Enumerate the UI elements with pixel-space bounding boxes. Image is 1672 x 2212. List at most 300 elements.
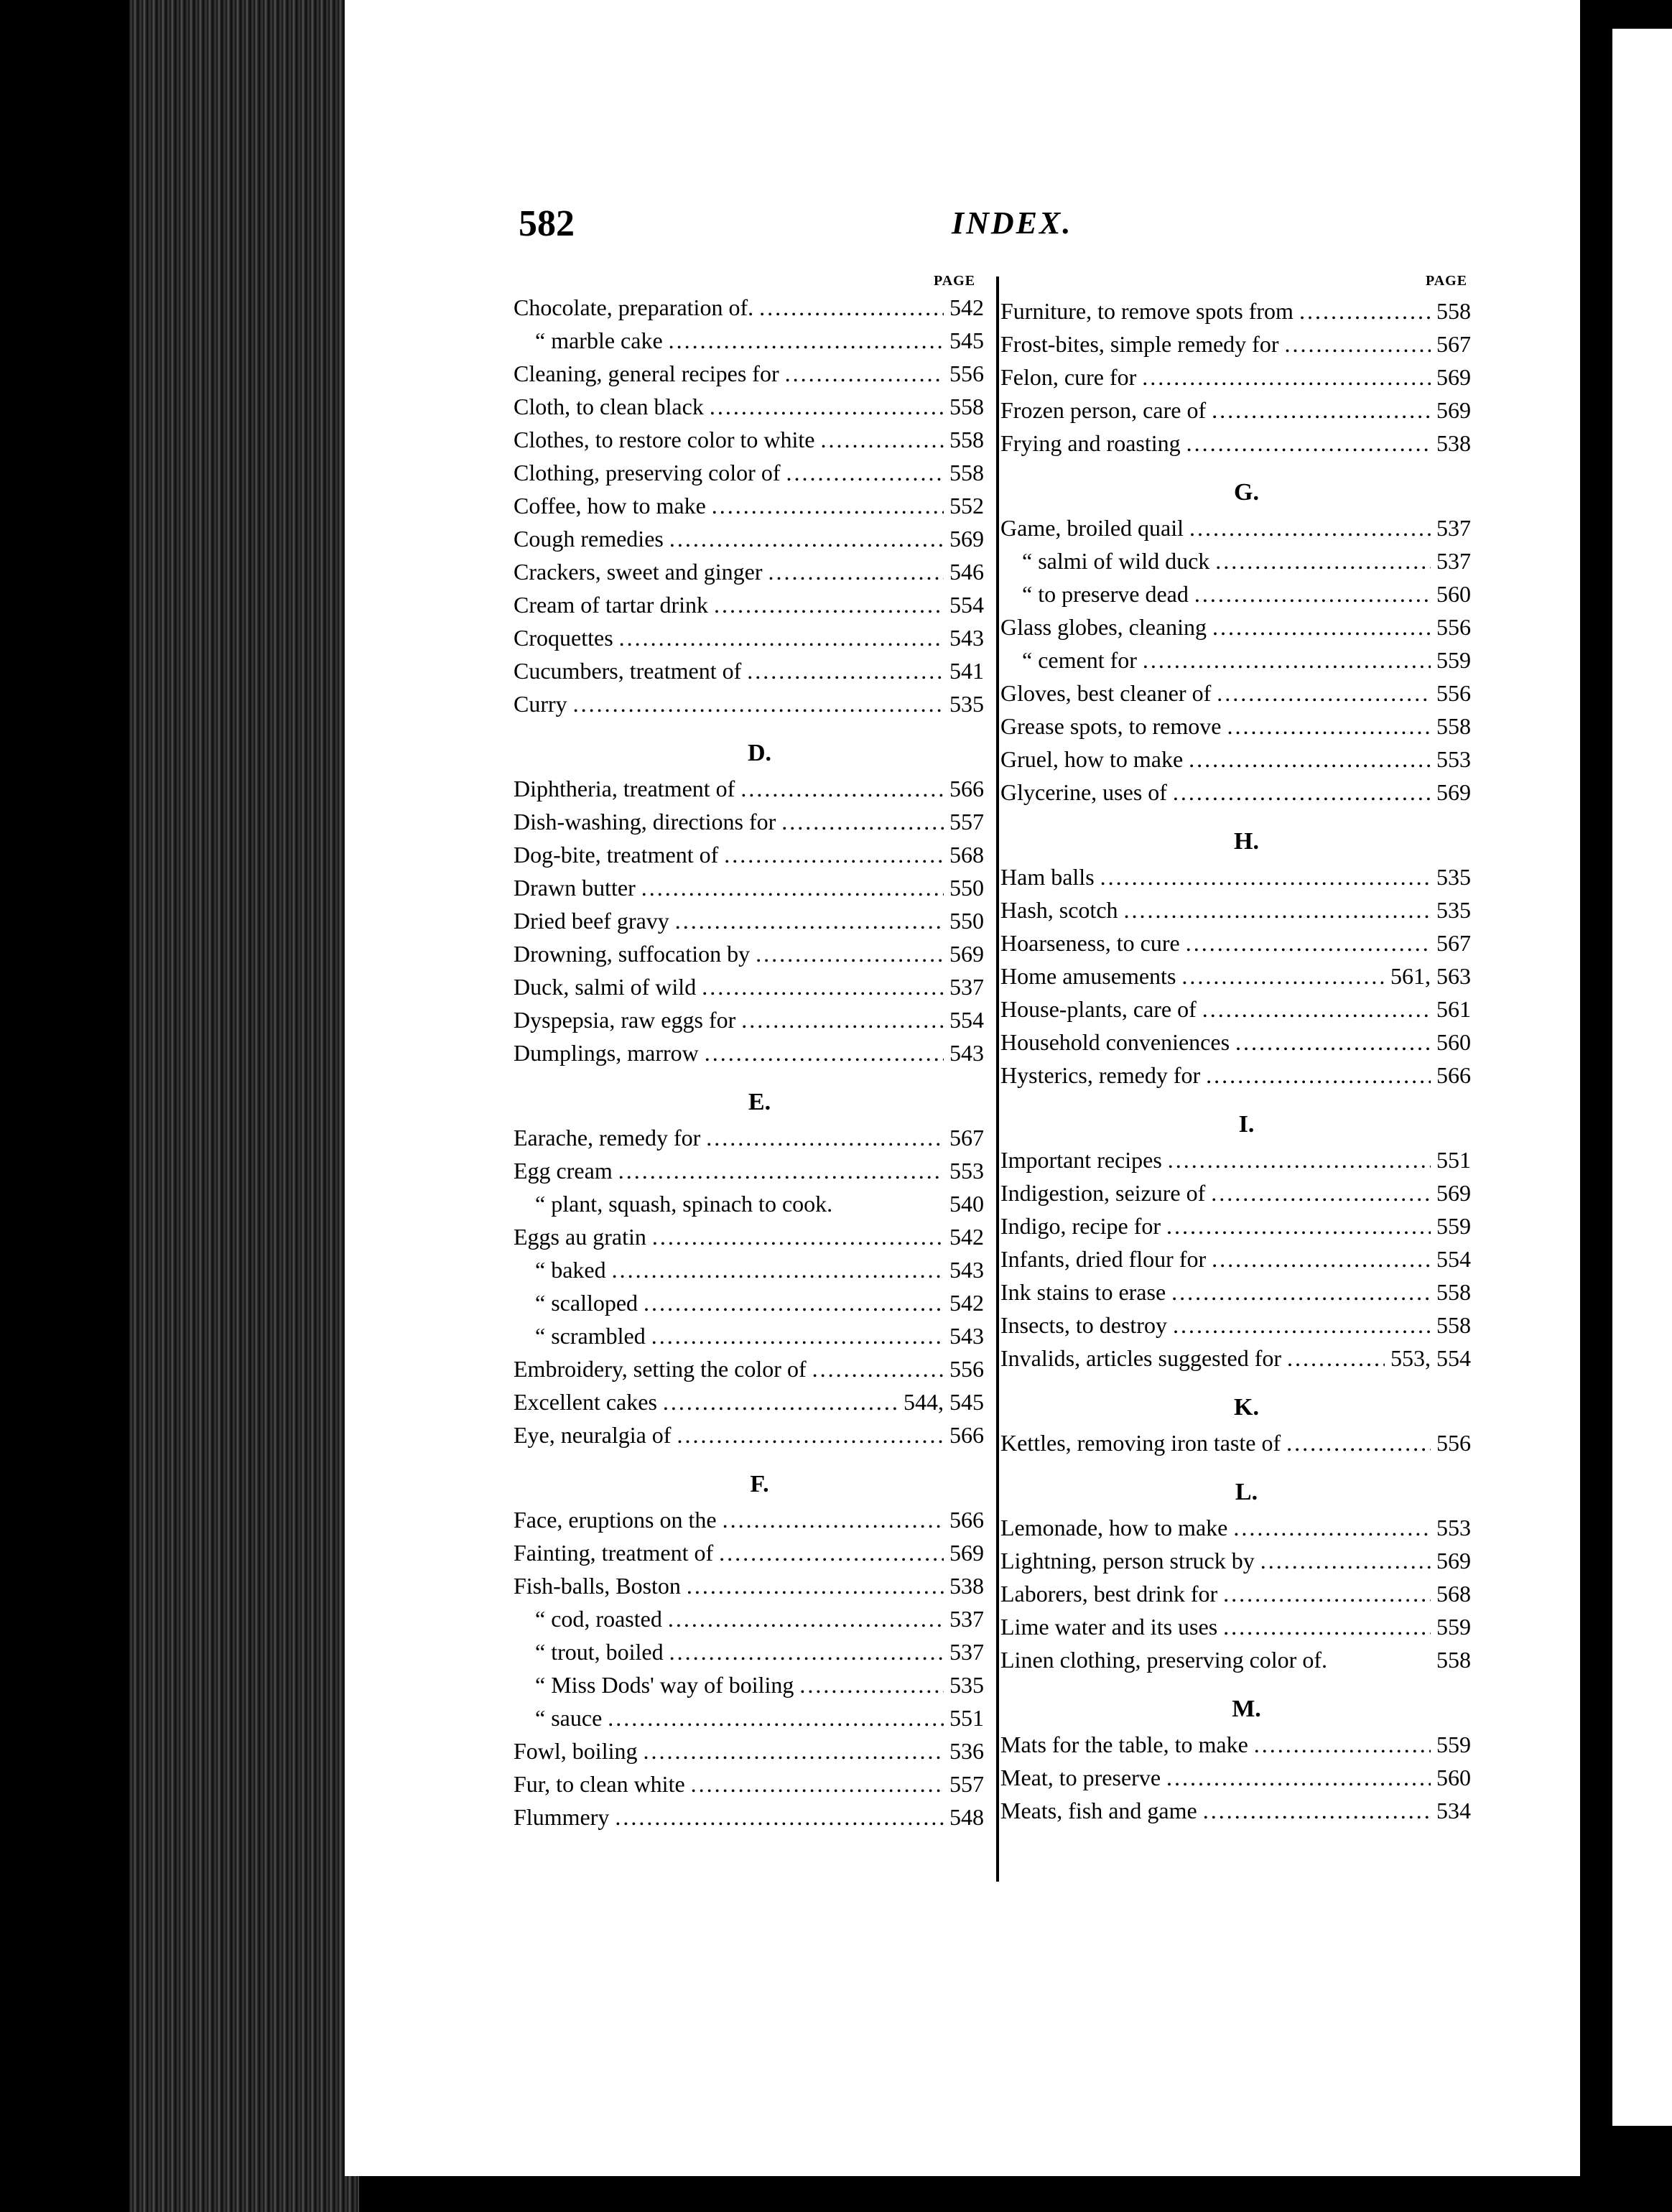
index-entry <box>1000 643 1471 677</box>
index-entry <box>1000 743 1471 776</box>
index-entry-term: Mats for the table, to make <box>1000 1732 1248 1757</box>
dot-leader <box>741 1003 944 1036</box>
index-letter-heading: F. <box>750 1471 769 1497</box>
index-entry-term: “ plant, squash, spinach to cook. <box>535 1191 833 1217</box>
dot-leader <box>641 871 944 904</box>
dot-leader <box>756 937 944 970</box>
index-entry <box>1000 394 1471 427</box>
index-entry-page: 535 <box>949 1672 984 1698</box>
index-entry-page: 557 <box>949 809 984 835</box>
dot-leader <box>1215 544 1431 577</box>
index-entry <box>1000 1761 1471 1794</box>
index-entry <box>514 1352 984 1385</box>
index-entry-page: 556 <box>1436 680 1471 706</box>
index-entry-term: Ham balls <box>1000 864 1095 890</box>
index-entry-page: 538 <box>949 1573 984 1599</box>
index-entry-page: 542 <box>949 1290 984 1316</box>
index-entry-page: 566 <box>949 776 984 801</box>
index-entry <box>1000 1511 1471 1544</box>
index-entry-page: 535 <box>1436 897 1471 923</box>
index-entry-term: “ marble cake <box>535 327 663 353</box>
index-entry <box>1000 1544 1471 1577</box>
dot-leader <box>768 555 944 588</box>
index-entry <box>514 291 984 324</box>
index-entry-page: 567 <box>1436 331 1471 357</box>
index-entry-term: Flummery <box>514 1804 610 1830</box>
index-entry-term: Frozen person, care of <box>1000 397 1207 423</box>
index-entry <box>1000 1577 1471 1610</box>
index-entry <box>514 1668 984 1701</box>
next-page-gutter <box>1598 29 1612 2126</box>
index-entry-page: 568 <box>949 842 984 868</box>
index-entry-term: Frying and roasting <box>1000 430 1181 456</box>
index-entry <box>1000 1059 1471 1092</box>
index-entry-term: “ trout, boiled <box>535 1639 664 1665</box>
index-entry <box>514 1635 984 1668</box>
dot-leader <box>1168 1143 1431 1176</box>
index-entry-page: 561 <box>1436 996 1471 1022</box>
index-entry <box>1000 1794 1471 1827</box>
index-entry-term: Cloth, to clean black <box>514 394 704 419</box>
index-entry-term: Diphtheria, treatment of <box>514 776 735 801</box>
index-entry <box>514 1385 984 1418</box>
index-entry-term: Infants, dried flour for <box>1000 1246 1207 1272</box>
dot-leader <box>669 324 944 357</box>
index-entry-term: Drawn butter <box>514 875 636 901</box>
dot-leader <box>651 1319 944 1352</box>
index-entry <box>1000 361 1471 394</box>
index-entry-page: 558 <box>1436 1279 1471 1305</box>
index-entry <box>1000 926 1471 959</box>
index-entry-term: Gloves, best cleaner of <box>1000 680 1212 706</box>
index-entry-page: 534 <box>1436 1798 1471 1823</box>
index-entry <box>1000 327 1471 361</box>
index-entry <box>514 1503 984 1536</box>
index-entry-term: Clothing, preserving color of <box>514 460 781 485</box>
index-entry-term: Lightning, person struck by <box>1000 1548 1255 1574</box>
index-entry <box>514 1286 984 1319</box>
index-entry <box>1000 511 1471 544</box>
dot-leader <box>1286 1426 1431 1459</box>
dot-leader <box>1287 1342 1385 1375</box>
index-entry <box>514 1187 984 1220</box>
index-entry-page: 569 <box>949 1540 984 1566</box>
left-column-page-heading: PAGE <box>934 273 976 289</box>
index-entry-page: 561, 563 <box>1390 963 1471 989</box>
index-entry <box>1000 710 1471 743</box>
index-entry <box>514 904 984 937</box>
index-entry <box>514 522 984 555</box>
index-entry-page: 569 <box>1436 1548 1471 1574</box>
index-entry-page: 558 <box>1436 1647 1471 1673</box>
index-entry-page: 537 <box>949 974 984 1000</box>
index-entry <box>1000 1176 1471 1209</box>
dot-leader <box>1217 677 1431 710</box>
index-entry-page: 542 <box>949 294 984 320</box>
dot-leader <box>710 390 944 423</box>
index-entry <box>1000 610 1471 643</box>
index-entry-page: 566 <box>949 1422 984 1448</box>
index-entry-page: 543 <box>949 1257 984 1283</box>
index-entry-page: 537 <box>1436 515 1471 541</box>
dot-leader <box>1186 427 1431 460</box>
index-entry <box>514 805 984 838</box>
index-entry <box>514 1319 984 1352</box>
dot-leader <box>740 772 944 805</box>
book-edge <box>129 0 359 2212</box>
index-entry <box>1000 1242 1471 1275</box>
dot-leader <box>669 522 944 555</box>
index-entry <box>514 1569 984 1602</box>
dot-leader <box>663 1385 898 1418</box>
index-letter-heading: M. <box>1232 1696 1261 1722</box>
index-entry-page: 543 <box>949 625 984 651</box>
index-letter-heading: I. <box>1238 1111 1255 1138</box>
index-entry-term: Invalids, articles suggested for <box>1000 1345 1281 1371</box>
index-entry <box>1000 1610 1471 1643</box>
index-entry-page: 560 <box>1436 1765 1471 1790</box>
index-entry-term: Grease spots, to remove <box>1000 713 1222 739</box>
index-letter-heading: K. <box>1234 1394 1259 1421</box>
index-entry-page: 543 <box>949 1323 984 1349</box>
index-letter-heading: E. <box>748 1089 771 1115</box>
dot-leader <box>669 1635 944 1668</box>
index-entry-term: Glycerine, uses of <box>1000 779 1167 805</box>
index-entry-page: 550 <box>949 875 984 901</box>
index-entry <box>1000 1026 1471 1059</box>
index-entry <box>514 1003 984 1036</box>
dot-leader <box>1166 1209 1431 1242</box>
index-entry <box>514 1800 984 1834</box>
index-entry-term: House-plants, care of <box>1000 996 1197 1022</box>
index-entry-term: Earache, remedy for <box>514 1125 701 1151</box>
running-head: INDEX. <box>952 205 1073 241</box>
dot-leader <box>691 1767 944 1800</box>
dot-leader <box>723 1503 944 1536</box>
index-entry <box>514 1253 984 1286</box>
index-entry-page: 559 <box>1436 1614 1471 1640</box>
index-entry-term: Crackers, sweet and ginger <box>514 559 763 585</box>
index-entry-term: Home amusements <box>1000 963 1176 989</box>
dot-leader <box>1284 327 1431 361</box>
index-entry-page: 545 <box>949 327 984 353</box>
index-entry-term: Linen clothing, preserving color of. <box>1000 1647 1327 1673</box>
dot-leader <box>675 904 944 937</box>
index-entry-page: 554 <box>949 1007 984 1033</box>
dot-leader <box>1181 959 1385 993</box>
index-entry <box>514 1701 984 1734</box>
index-entry-page: 569 <box>1436 779 1471 805</box>
index-entry-page: 568 <box>1436 1581 1471 1607</box>
dot-leader <box>1233 1511 1431 1544</box>
index-entry-page: 566 <box>949 1507 984 1533</box>
index-entry-term: Lime water and its uses <box>1000 1614 1218 1640</box>
index-entry-term: Dyspepsia, raw eggs for <box>514 1007 736 1033</box>
index-entry-term: Chocolate, preparation of. <box>514 294 754 320</box>
index-entry-page: 540 <box>949 1191 984 1217</box>
index-entry <box>514 1536 984 1569</box>
index-entry-page: 567 <box>1436 930 1471 956</box>
index-entry <box>1000 294 1471 327</box>
dot-leader <box>759 291 944 324</box>
dot-leader <box>643 1734 944 1767</box>
index-entry <box>514 1418 984 1451</box>
index-entry-page: 569 <box>1436 397 1471 423</box>
index-entry-term: Hoarseness, to cure <box>1000 930 1180 956</box>
index-entry-term: Cough remedies <box>514 526 664 552</box>
index-entry-term: Duck, salmi of wild <box>514 974 697 1000</box>
index-entry-page: 566 <box>1436 1062 1471 1088</box>
dot-leader <box>799 1668 944 1701</box>
index-entry <box>1000 1275 1471 1309</box>
index-entry <box>1000 1643 1471 1676</box>
dot-leader <box>747 654 944 687</box>
dot-leader <box>812 1352 944 1385</box>
index-entry <box>514 489 984 522</box>
dot-leader <box>714 588 944 621</box>
index-entry <box>514 970 984 1003</box>
index-entry-term: Furniture, to remove spots from <box>1000 298 1294 324</box>
dot-leader <box>1227 710 1431 743</box>
index-entry <box>514 1767 984 1800</box>
index-entry <box>514 1154 984 1187</box>
index-entry-term: Indigo, recipe for <box>1000 1213 1161 1239</box>
index-entry <box>1000 1143 1471 1176</box>
index-entry-term: Drowning, suffocation by <box>514 941 751 967</box>
index-entry-term: Dried beef gravy <box>514 908 669 934</box>
index-entry <box>514 555 984 588</box>
dot-leader <box>820 423 944 456</box>
index-entry <box>514 772 984 805</box>
index-entry-term: Fur, to clean white <box>514 1771 685 1797</box>
dot-leader <box>781 805 944 838</box>
index-entry-page: 560 <box>1436 1029 1471 1055</box>
index-entry-term: Fainting, treatment of <box>514 1540 714 1566</box>
index-letter-heading: L. <box>1235 1479 1258 1505</box>
dot-leader <box>705 1036 944 1069</box>
index-entry-term: Game, broiled quail <box>1000 515 1184 541</box>
index-entry-page: 553, 554 <box>1390 1345 1471 1371</box>
index-entry-term: Egg cream <box>514 1158 613 1184</box>
dot-leader <box>724 838 944 871</box>
index-entry-term: “ cement for <box>1022 647 1137 673</box>
index-entry <box>514 621 984 654</box>
index-entry-term: Coffee, how to make <box>514 493 706 519</box>
index-entry-term: Ink stains to erase <box>1000 1279 1166 1305</box>
index-entry <box>514 588 984 621</box>
index-entry-term: Hash, scotch <box>1000 897 1118 923</box>
dot-leader <box>573 687 944 720</box>
index-letter-heading: H. <box>1234 828 1259 855</box>
index-entry-page: 558 <box>1436 713 1471 739</box>
next-page <box>1612 29 1672 2126</box>
index-entry-page: 554 <box>949 592 984 618</box>
index-entry-term: Croquettes <box>514 625 613 651</box>
right-column-page-heading: PAGE <box>1426 273 1468 289</box>
dot-leader <box>619 621 944 654</box>
index-entry-term: Face, eruptions on the <box>514 1507 717 1533</box>
index-entry-term: Dumplings, marrow <box>514 1040 699 1066</box>
dot-leader <box>1212 610 1431 643</box>
index-entry-page: 536 <box>949 1738 984 1764</box>
index-entry-term: Indigestion, seizure of <box>1000 1180 1206 1206</box>
index-entry-term: “ scalloped <box>535 1290 638 1316</box>
index-entry-term: Household conveniences <box>1000 1029 1230 1055</box>
index-entry <box>514 1602 984 1635</box>
column-rule <box>996 276 999 1882</box>
index-entry-term: Gruel, how to make <box>1000 746 1184 772</box>
index-entry-term: Lemonade, how to make <box>1000 1515 1228 1540</box>
dot-leader <box>719 1536 944 1569</box>
dot-leader <box>1212 1242 1431 1275</box>
index-entry-term: Eggs au gratin <box>514 1224 646 1250</box>
index-entry <box>1000 893 1471 926</box>
index-entry <box>514 838 984 871</box>
index-entry-page: 556 <box>1436 614 1471 640</box>
index-entry-page: 535 <box>1436 864 1471 890</box>
index-entry-page: 556 <box>949 1356 984 1382</box>
index-entry-page: 548 <box>949 1804 984 1830</box>
dot-leader <box>644 1286 944 1319</box>
index-entry-term: Cucumbers, treatment of <box>514 658 742 684</box>
dot-leader <box>1206 1059 1431 1092</box>
dot-leader <box>1173 776 1431 809</box>
dot-leader <box>1235 1026 1431 1059</box>
dot-leader <box>1223 1577 1431 1610</box>
index-entry-term: Insects, to destroy <box>1000 1312 1167 1338</box>
dot-leader <box>1142 361 1431 394</box>
index-entry <box>514 423 984 456</box>
index-entry-term: Fowl, boiling <box>514 1738 638 1764</box>
index-entry <box>1000 1309 1471 1342</box>
index-entry <box>1000 993 1471 1026</box>
index-entry <box>1000 544 1471 577</box>
dot-leader <box>1194 577 1431 610</box>
index-entry-page: 558 <box>949 460 984 485</box>
dot-leader <box>1254 1728 1431 1761</box>
dot-leader <box>652 1220 944 1253</box>
index-entry-page: 559 <box>1436 1213 1471 1239</box>
index-entry-page: 542 <box>949 1224 984 1250</box>
dot-leader <box>618 1154 944 1187</box>
dot-leader <box>785 357 944 390</box>
index-entry <box>1000 677 1471 710</box>
index-entry <box>514 390 984 423</box>
index-entry <box>514 1121 984 1154</box>
index-entry-page: 567 <box>949 1125 984 1151</box>
dot-leader <box>1260 1544 1431 1577</box>
index-entry-term: Dish-washing, directions for <box>514 809 776 835</box>
index-entry-term: “ Miss Dods' way of boiling <box>535 1672 794 1698</box>
dot-leader <box>1186 926 1431 959</box>
index-entry <box>1000 1426 1471 1459</box>
index-entry-term: Clothes, to restore color to white <box>514 427 815 452</box>
index-entry-page: 551 <box>949 1705 984 1731</box>
index-entry-page: 546 <box>949 559 984 585</box>
index-entry-term: Meat, to preserve <box>1000 1765 1161 1790</box>
index-entry-term: “ cod, roasted <box>535 1606 662 1632</box>
dot-leader <box>668 1602 944 1635</box>
index-entry <box>1000 1342 1471 1375</box>
index-entry-term: Kettles, removing iron taste of <box>1000 1430 1281 1456</box>
index-entry-page: 554 <box>1436 1246 1471 1272</box>
index-entry-term: “ to preserve dead <box>1022 581 1189 607</box>
index-entry-page: 544, 545 <box>904 1389 984 1415</box>
index-letter-heading: D. <box>747 740 772 766</box>
index-entry <box>1000 860 1471 893</box>
index-entry-term: Cleaning, general recipes for <box>514 361 779 386</box>
index-entry-page: 558 <box>949 427 984 452</box>
index-entry <box>514 357 984 390</box>
index-entry-term: Felon, cure for <box>1000 364 1137 390</box>
index-entry-term: Cream of tartar drink <box>514 592 708 618</box>
index-entry <box>514 654 984 687</box>
index-entry-page: 558 <box>1436 298 1471 324</box>
index-entry-term: Dog-bite, treatment of <box>514 842 719 868</box>
index-entry-page: 553 <box>949 1158 984 1184</box>
dot-leader <box>1166 1761 1431 1794</box>
index-entry-term: “ sauce <box>535 1705 603 1731</box>
index-entry-page: 557 <box>949 1771 984 1797</box>
dot-leader <box>1299 294 1431 327</box>
dot-leader <box>702 970 944 1003</box>
index-entry-term: “ scrambled <box>535 1323 646 1349</box>
index-entry-page: 556 <box>1436 1430 1471 1456</box>
dot-leader <box>712 489 944 522</box>
right-index-column <box>1000 294 1471 1827</box>
index-entry-page: 553 <box>1436 1515 1471 1540</box>
dot-leader <box>1203 1794 1431 1827</box>
index-entry-term: Important recipes <box>1000 1147 1162 1173</box>
index-entry-page: 550 <box>949 908 984 934</box>
index-entry <box>1000 577 1471 610</box>
index-entry <box>514 456 984 489</box>
index-entry-page: 551 <box>1436 1147 1471 1173</box>
index-entry-term: “ salmi of wild duck <box>1022 548 1210 574</box>
index-entry-term: Eye, neuralgia of <box>514 1422 672 1448</box>
index-entry-term: Glass globes, cleaning <box>1000 614 1207 640</box>
index-entry <box>514 871 984 904</box>
dot-leader <box>608 1701 944 1734</box>
index-entry <box>514 1220 984 1253</box>
dot-leader <box>615 1800 944 1834</box>
index-entry-term: Laborers, best drink for <box>1000 1581 1218 1607</box>
index-entry-page: 556 <box>949 361 984 386</box>
index-entry-page: 535 <box>949 691 984 717</box>
index-entry <box>514 937 984 970</box>
index-entry-page: 543 <box>949 1040 984 1066</box>
left-index-column <box>514 291 984 1834</box>
index-entry-term: Fish-balls, Boston <box>514 1573 681 1599</box>
index-entry <box>1000 1209 1471 1242</box>
index-entry-page: 559 <box>1436 1732 1471 1757</box>
dot-leader <box>1211 1176 1431 1209</box>
dot-leader <box>677 1418 944 1451</box>
index-entry-term: Frost-bites, simple remedy for <box>1000 331 1279 357</box>
index-entry-term: Meats, fish and game <box>1000 1798 1197 1823</box>
dot-leader <box>612 1253 944 1286</box>
index-entry-term: Curry <box>514 691 567 717</box>
index-entry-page: 558 <box>1436 1312 1471 1338</box>
index-entry-term: Excellent cakes <box>514 1389 657 1415</box>
index-entry <box>1000 776 1471 809</box>
index-entry-page: 538 <box>1436 430 1471 456</box>
index-entry-page: 569 <box>1436 1180 1471 1206</box>
index-entry-page: 537 <box>949 1606 984 1632</box>
index-letter-heading: G. <box>1234 479 1259 506</box>
index-entry-page: 559 <box>1436 647 1471 673</box>
index-entry-page: 569 <box>949 526 984 552</box>
